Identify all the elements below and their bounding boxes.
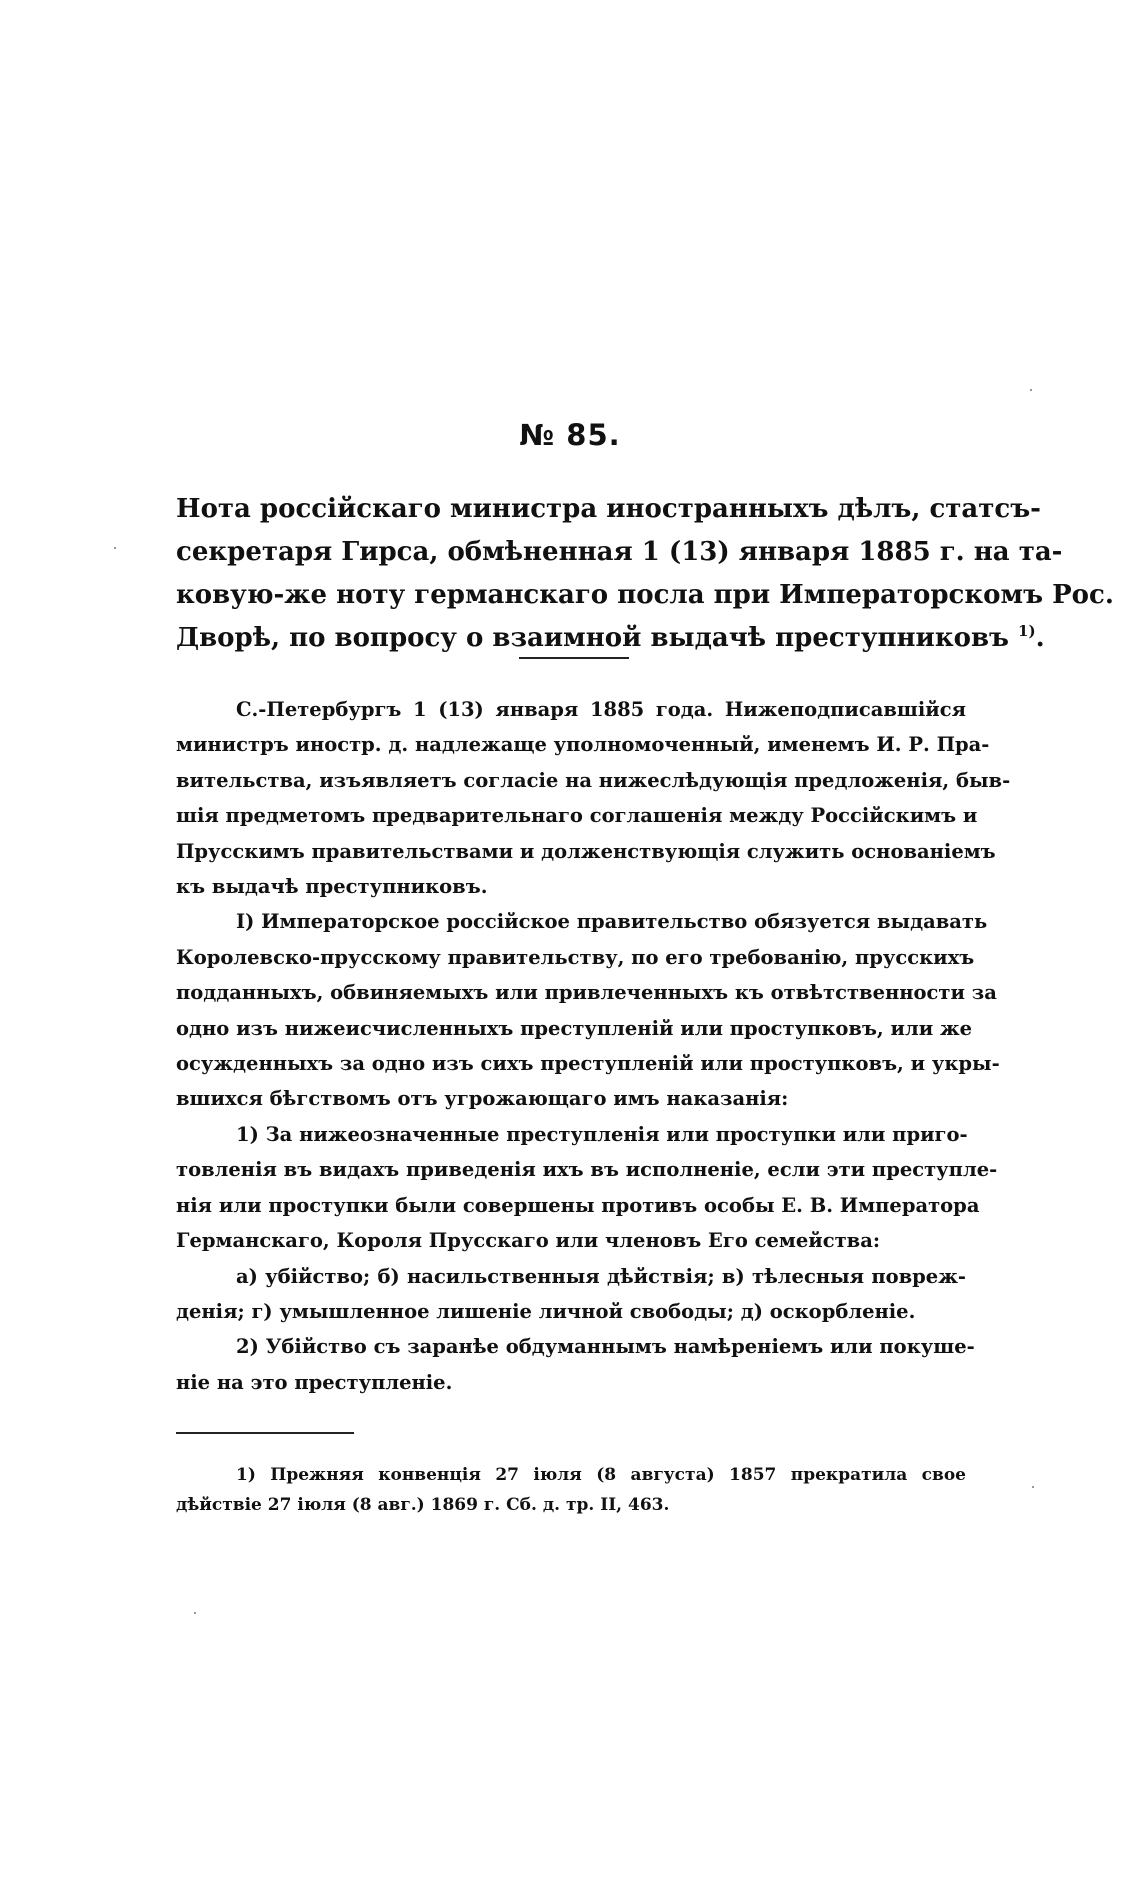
body-line: вительства, изъявляетъ согласіе на нижеслѣдующія предложенія, быв- [176,768,1011,792]
body-text [176,692,1011,1400]
body-line: С.-Петербургъ 1 (13) января 1885 года. Нижеподписавшійся [236,698,966,721]
scan-speck [114,547,116,549]
title-line-last [176,617,1045,660]
footnote-line: дѣйствіе 27 іюля (8 авг.) 1869 г. Сб. д. тр. II, 463. [176,1495,670,1515]
footnote-reference-mark: 1) [1018,622,1036,640]
scan-speck [194,1612,196,1614]
title-end-punctuation: . [1035,623,1045,653]
body-line: а) убійство; б) насильственныя дѣйствія; в) тѣлесныя повреж- [236,1264,966,1288]
body-line: Прусскимъ правительствами и долженствующія служить основаніемъ [176,839,996,863]
body-line: вшихся бѣгствомъ отъ угрожающаго имъ наказанія: [176,1087,789,1111]
body-line: ніе на это преступленіе. [176,1370,453,1394]
document-number: № 85. [519,418,621,452]
title-line: секретаря Гирса, обмѣненная 1 (13) января 1885 г. на та- [176,537,1063,567]
title-line: Дворѣ, по вопросу о взаимной выдачѣ преступниковъ [176,623,1009,653]
body-line: къ выдачѣ преступниковъ. [176,875,488,899]
scan-speck [1030,389,1032,391]
body-line: осужденныхъ за одно изъ сихъ преступленій или проступковъ, и укры- [176,1052,1000,1076]
body-line: подданныхъ, обвиняемыхъ или привлеченныхъ къ отвѣтственности за [176,981,997,1005]
scan-speck [1032,1486,1034,1488]
body-line: 1) За нижеозначенные преступленія или проступки или приго- [236,1122,968,1146]
document-title [176,488,1114,660]
title-line: Нота россійскаго министра иностранныхъ дѣлъ, статсъ- [176,494,1041,524]
footnote-line: 1) Прежняя конвенція 27 іюля (8 августа) 1857 прекратила свое [236,1465,966,1485]
title-separator-rule [519,657,629,659]
body-line: I) Императорское россійское правительство обязуется выдавать [236,910,988,934]
title-line: ковую-же ноту германскаго посла при Императорскомъ Рос. [176,580,1114,610]
body-line: министръ иностр. д. надлежаще уполномоченный, именемъ И. Р. Пра- [176,733,990,757]
body-line: шія предметомъ предварительнаго соглашенія между Россійскимъ и [176,804,978,828]
body-line: нія или проступки были совершены противъ особы Е. В. Императора [176,1193,980,1217]
body-line: товленія въ видахъ приведенія ихъ въ исполненіе, если эти преступле- [176,1158,998,1182]
body-line: одно изъ нижеисчисленныхъ преступленій или проступковъ, или же [176,1016,973,1040]
footnote [176,1460,966,1520]
body-line: денія; г) умышленное лишеніе личной свободы; д) оскорбленіе. [176,1299,916,1323]
footnote-separator-rule [176,1432,354,1434]
body-line: Королевско-прусскому правительству, по его требованію, прусскихъ [176,945,975,969]
body-line: Германскаго, Короля Прусскаго или членовъ Его семейства: [176,1229,881,1253]
body-line: 2) Убійство съ заранѣе обдуманнымъ намѣреніемъ или покуше- [236,1335,975,1359]
